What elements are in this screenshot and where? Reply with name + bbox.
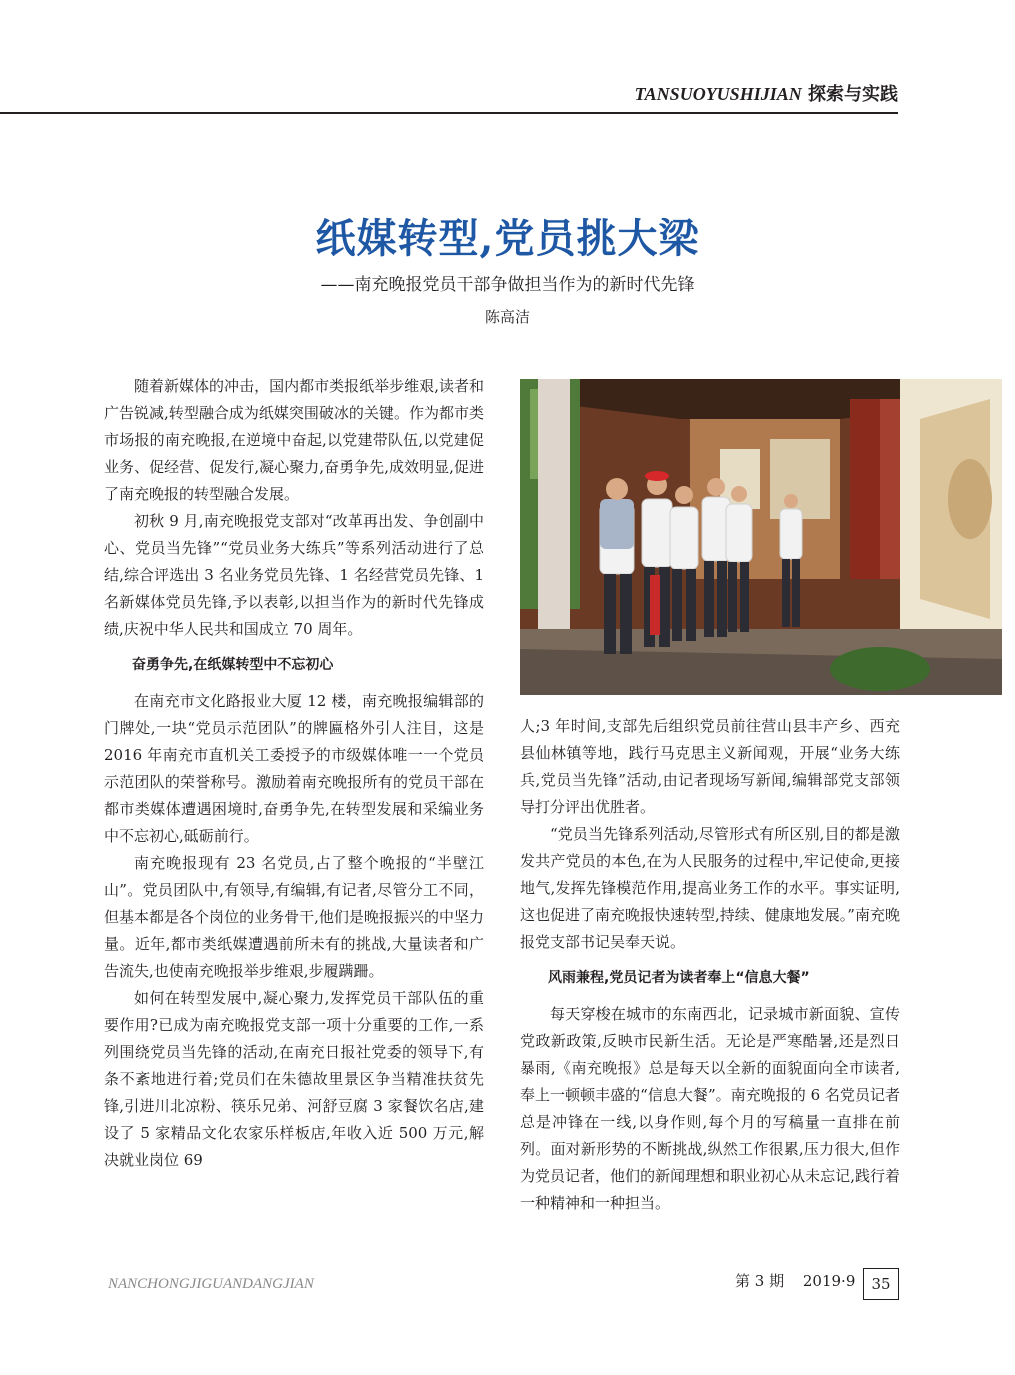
header-latin: TANSUOYUSHIJIAN xyxy=(634,84,802,104)
paragraph: “党员当先锋系列活动,尽管形式有所区别,目的都是激发共产党员的本色,在为人民服务的过程中,牢记使命,更接地气,发挥先锋模范作用,提高业务工作的水平。事实证明,这也促进了南充晚报快速转型,持续、健康地发展。”南充晚报党支部书记吴奉天说。 xyxy=(520,825,900,951)
issue-date: 2019·9 xyxy=(802,1272,856,1290)
exhibition-hall-photo xyxy=(520,379,1002,695)
paragraph: 南充晚报现有 23 名党员,占了整个晚报的“半壁江山”。党员团队中,有领导,有编辑,有记者,尽管分工不同，但基本都是各个岗位的业务骨干,他们是晚报振兴的中坚力量。近年,都市类纸媒遭遇前所未有的挑战,大量读者和广告流失,也使南充晚报举步维艰,步履蹒跚。 xyxy=(104,854,484,980)
section-heading: 风雨兼程,党员记者为读者奉上“信息大餐” xyxy=(548,970,810,986)
paragraph: 每天穿梭在城市的东南西北，记录城市新面貌、宣传党政新政策,反映市民新生活。无论是严寒酷暑,还是烈日暴雨,《南充晚报》总是每天以全新的面貌面向全市读者,奉上一顿顿丰盛的“信息大餐”。南充晚报的 6 名党员记者总是冲锋在一线,以身作则,每个月的写稿量一直排在前列。面对新形势的不断挑战,纵然工作很累,压力很大,但作为党员记者，他们的新闻理想和职业初心从未忘记,践行着一种精神和一种担当。 xyxy=(520,1005,900,1212)
paragraph: 随着新媒体的冲击，国内都市类报纸举步维艰,读者和广告锐减,转型融合成为纸媒突围破冰的关键。作为都市类市场报的南充晚报,在逆境中奋起,以党建带队伍,以党建促业务、促经营、促发行,凝心聚力,奋勇争先,成效明显,促进了南充晚报的转型融合发展。 xyxy=(104,377,484,503)
paragraph: 初秋 9 月,南充晚报党支部对“改革再出发、争创副中心、党员当先锋”“党员业务大练兵”等系列活动进行了总结,综合评选出 3 名业务党员先锋、1 名经营党员先锋、1 名新媒体党员先锋,予以表彰,以担当作为的新时代先锋成绩,庆祝中华人民共和国成立 70 周年。 xyxy=(104,512,484,638)
section-heading: 奋勇争先,在纸媒转型中不忘初心 xyxy=(132,657,334,673)
magazine-name: NANCHONGJIGUANDANGJIAN xyxy=(108,1276,314,1292)
paragraph: 人;3 年时间,支部先后组织党员前往营山县丰产乡、西充县仙林镇等地，践行马克思主义新闻观，开展“业务大练兵,党员当先锋”活动,由记者现场写新闻,编辑部党支部领导打分评出优胜者。 xyxy=(520,717,900,816)
page-number: 35 xyxy=(863,1268,899,1300)
header-section: 探索与实践 xyxy=(808,84,898,105)
article-photo xyxy=(520,379,1002,695)
paragraph: 在南充市文化路报业大厦 12 楼，南充晚报编辑部的门牌处,一块“党员示范团队”的牌匾格外引人注目，这是 2016 年南充市直机关工委授予的市级媒体唯一一个党员示范团队的荣誉称号。激励着南充晚报所有的党员干部在都市类媒体遭遇困境时,奋勇争先,在转型发展和采编业务中不忘初心,砥砺前行。 xyxy=(104,692,484,845)
paragraph: 如何在转型发展中,凝心聚力,发挥党员干部队伍的重要作用?已成为南充晚报党支部一项十分重要的工作,一系列围绕党员当先锋的活动,在南充日报社党委的领导下,有条不紊地进行着;党员们在朱德故里景区争当精准扶贫先锋,引进川北凉粉、筷乐兄弟、河舒豆腐 3 家餐饮名店,建设了 5 家精品文化农家乐样板店,年收入近 500 万元,解决就业岗位 69 xyxy=(104,989,484,1169)
article-subtitle: ——南充晚报党员干部争做担当作为的新时代先锋 xyxy=(320,275,695,295)
running-header xyxy=(0,72,898,114)
running-header-text xyxy=(635,80,898,106)
article-title: 纸媒转型,党员挑大梁 xyxy=(315,215,700,262)
left-column xyxy=(104,373,484,1174)
issue-info xyxy=(735,1270,855,1291)
article-author: 陈高洁 xyxy=(484,308,530,326)
right-column xyxy=(520,713,900,1217)
issue-number: 第 3 期 xyxy=(735,1272,785,1290)
